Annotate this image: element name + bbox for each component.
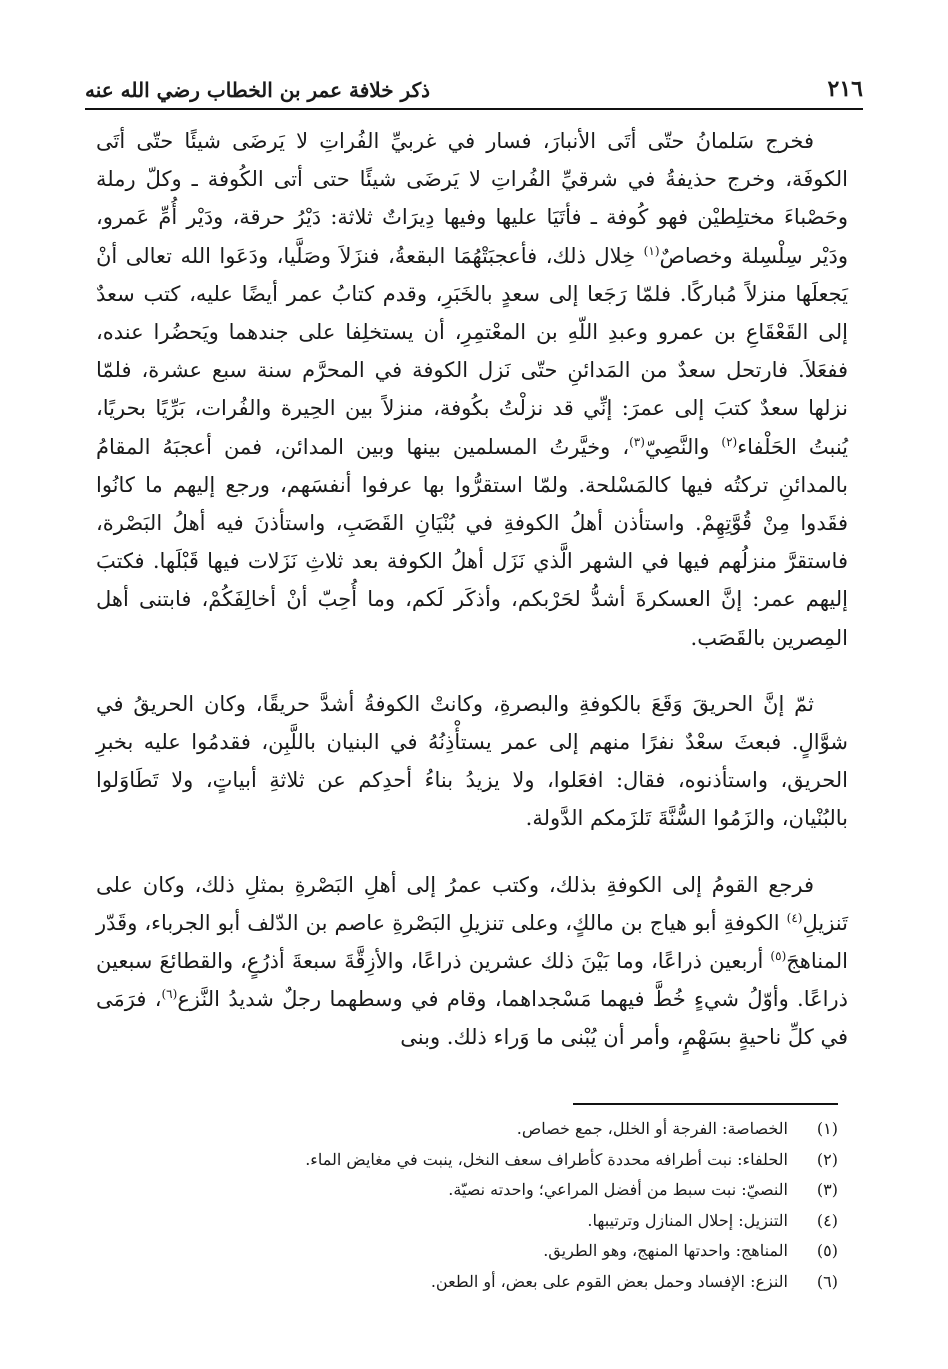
footnote-text: المناهج: واحدتها المنهج، وهو الطريق. xyxy=(543,1241,788,1260)
footnote-marker: (٦) xyxy=(161,987,178,1002)
footnote xyxy=(110,1145,838,1176)
footnote-text: الخصاصة: الفرجة أو الخلل، جمع خصاص. xyxy=(516,1119,788,1138)
footnote-text: التنزيل: إحلال المنازل وترتيبها. xyxy=(587,1210,788,1230)
footnote-marker: (٣) xyxy=(629,434,645,449)
page-number: ٢١٦ xyxy=(827,76,863,102)
footnote-marker: (٢) xyxy=(721,434,738,449)
footnote-marker: (٤) xyxy=(786,910,803,925)
footnote-marker: (٥) xyxy=(770,949,787,964)
footnote-number: (١) xyxy=(816,1119,838,1138)
footnote-number: (٤) xyxy=(816,1210,838,1230)
footnote xyxy=(110,1175,838,1206)
footnotes xyxy=(110,1114,838,1297)
running-title: ذكر خلافة عمر بن الخطاب رضي الله عنه xyxy=(85,78,430,102)
paragraph: ثمّ إنَّ الحريقَ وَقَعَ بالكوفةِ والبصرةِ، وكانتْ الكوفةُ أشدَّ حريقًا، وكان الحريقُ في شوَّالٍ. فبعثَ سعْدٌ نفرًا منهم إلى عمر يستأْذِنُهُ في البنيان باللَّبِن، فقدمُوا عليه بخبرِ الحريق، واستأذنوه، فقال: افعَلوا، ولا يزيدُ بناءُ أحدِكم عن ثلاثةِ أبياتٍ، ولا تَطَاوَلوا بالبُنْيان، والزَمُوا السُّنَّةَ تَلزَمكم الدَّولة. xyxy=(96,691,848,831)
paragraph: فرجع القومُ إلى الكوفةِ بذلك، وكتب عمرُ إلى أهلِ البَصْرةِ بمثلِ ذلك، وكان على تَنزيلِ$^{(٤)}$ الكوفةِ أبو هياج بن مالكٍ، وعلى تنزيلِ البَصْرةِ عاصم بن الدّلف أبو الجرباء، وقَدّر المناهجَ$^{(٥)}$ أربعين ذراعًا، وما بَيْنَ ذلك عشرين ذراعًا، والأزِقَّةَ سبعةَ أذرُعٍ، والقطائعَ سبعين ذراعًا. وأوّلُ شيءٍ خُطَّ فيهما مَسْجداهما، وقام في وسطهما رجلٌ شديدُ النَّزع$^{(٦)}$، فرَمَى في كلِّ ناحيةٍ بسَهْمٍ، وأمر أن يُبْنى ما وَراء ذلك. وبنى xyxy=(96,872,848,1050)
footnote-marker: (١) xyxy=(643,243,660,258)
footnote-divider xyxy=(573,1103,838,1105)
body-text xyxy=(96,122,848,1085)
footnote xyxy=(110,1267,838,1298)
footnote-text: النصيّ: نبت سبط من أفضل المراعي؛ واحدته نصيّة. xyxy=(448,1180,788,1199)
running-header xyxy=(85,62,863,110)
footnote-text: الحلفاء: نبت أطرافه محددة كأطراف سعف النخل، ينبت في مغايض الماء. xyxy=(305,1149,788,1169)
footnote-number: (٢) xyxy=(816,1149,838,1169)
footnote-number: (٣) xyxy=(816,1180,838,1199)
footnote xyxy=(110,1206,838,1237)
footnote-number: (٦) xyxy=(816,1271,838,1291)
footnote xyxy=(110,1236,838,1267)
footnote-text: النزع: الإفساد وحمل بعض القوم على بعض، أو الطعن. xyxy=(430,1271,788,1291)
footnote xyxy=(110,1114,838,1145)
paragraph: فخرج سَلمانُ حتّى أتَى الأنبارَ، فسار في غربيِّ الفُراتِ لا يَرضَى شيئًا حتّى أتَى الكوفَة، وخرج حذيفةُ في شرقيِّ الفُراتِ لا يَرضَى شيئًا حتى أتى الكُوفة ـ وكلّ رملة وحَصْباءَ مختلِطيْن فهو كُوفة ـ فأتَيَا عليها وفيها دِيرَاتٌ ثلاثة: دَيْرُ حرقة، ودَيْر أُمِّ عَمرو، ودَيْر سِلْسِلة وخصاصٌ$^{(١)}$ خِلال ذلك، فأعجبَتْهُمَا البقعةُ، فنزَلاَ وصَلَّيا، ودَعَوا الله تعالى أنْ يَجعلَها منزلاً مُباركًا. فلمّا رَجَعا إلى سعدٍ بالخَبَرِ، وقدم كتابُ عمر أيضًا عليه، كتب سعدٌ إلى القَعْقَاعِ بن عمرو وعبدِ اللّهِ بن المعْتمِرِ، أن يستخلِفا على جندهما ويَحضُرا عنده، ففعَلاَ. فارتحل سعدٌ من المَدائنِ حتّى نَزل الكوفة في المحرَّم سنة سبع عشرة، فلمّا نزلها سعدٌ كتبَ إلى عمرَ: إنِّي قد نزلْتُ بكُوفة، منزلاً بين الحِيرة والفُرات، بَرِّيًا بحريًا، يُنبتُ الحَلْفاء$^{(٢)}$ والنَّصِيّ$^{(٣)}$، وخيَّرتُ المسلمين بينها وبين المدائن، فمن أعجبَهُ المقامُ بالمدائنِ تركتُه فيها كالمَسْلحة. ولمّا استقرُّوا بها عرفوا أنفسَهم، ورجع إليهم ما كانُوا فقَدوا مِنْ قُوَّتِهِمْ. واستأذن أهلُ الكوفةِ في بُنْيَانِ القَصَبِ، واستأذنَ فيه أهلُ البَصْرة، فاستقرَّ منزلُهم فيها في الشهر الَّذي نَزَل أهلُ الكوفة بعد ثلاثِ نَزَلات فيها قَبْلَها. فكتبَ إليهم عمر: إنَّ العسكرةَ أشدُّ لحَرْبكم، وأذكَر لَكم، وما أُحِبّ أنْ أخالِفَكُمْ، فابتنى أهل المِصرين بالقَصَب. xyxy=(96,129,849,650)
footnote-number: (٥) xyxy=(816,1241,838,1260)
